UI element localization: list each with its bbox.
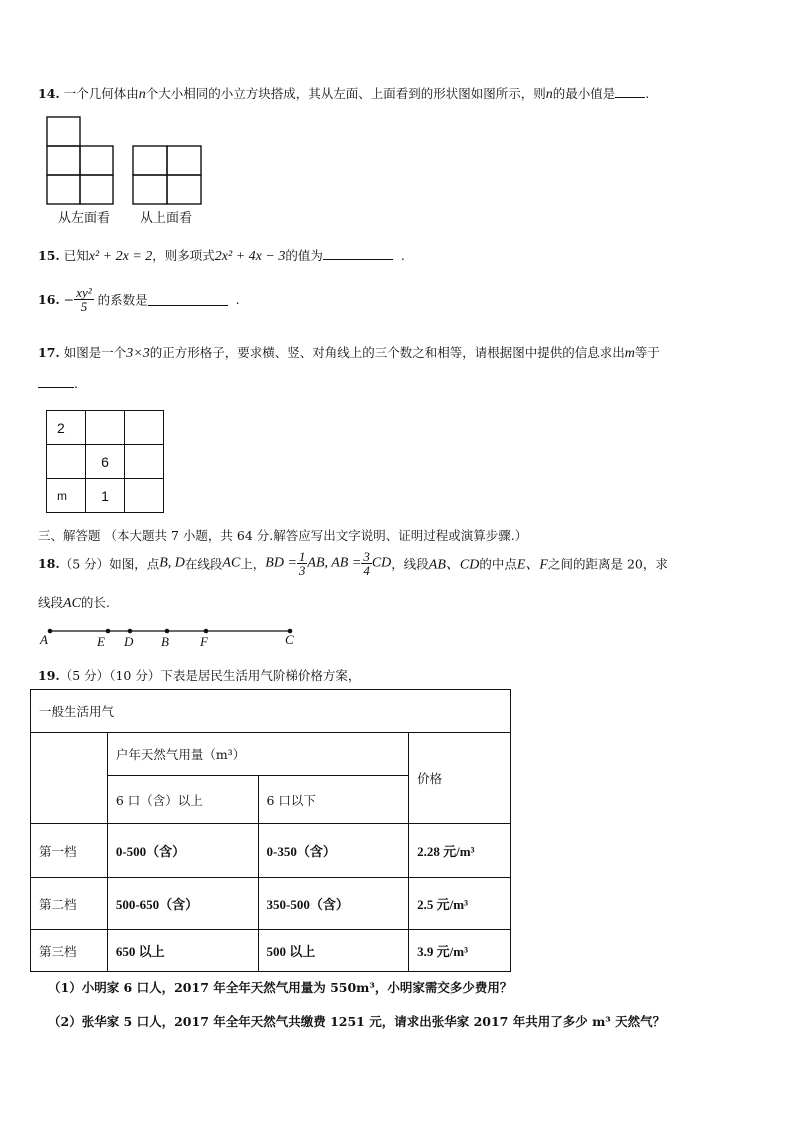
grid-cell: 1 — [86, 479, 125, 513]
q18-eq-mid: AB, AB = — [307, 555, 362, 571]
q18-line2-a: 线段 — [38, 595, 64, 610]
q18-seg-ac: AC — [222, 555, 241, 571]
q15-answer-blank[interactable] — [323, 247, 393, 260]
q18-text-d: ，线段 — [391, 556, 429, 572]
q16-minus: − — [63, 292, 75, 307]
q18-text-f: 之间的距离是 20，求 — [547, 556, 668, 572]
label-e: E — [97, 634, 105, 649]
q14-text-a: 一个几何体由 — [63, 86, 139, 101]
q17-number: 17. — [38, 345, 60, 360]
q18-frac1-den: 3 — [298, 563, 306, 578]
q14-views-figure — [44, 114, 204, 206]
q14-answer-blank[interactable] — [615, 85, 645, 98]
q18-eq-bd: BD = — [265, 555, 297, 571]
q18-text-line2 — [38, 593, 110, 612]
label-a: A — [40, 632, 48, 647]
table-row — [31, 878, 511, 930]
q18-text-c: 上， — [240, 556, 266, 572]
q18-eq-end: CD — [371, 555, 392, 571]
table-title: 一般生活用气 — [31, 690, 511, 733]
range-cell: 0-350（含） — [258, 824, 409, 878]
q19-number: 19. — [38, 668, 60, 683]
q16-number: 16. — [38, 292, 60, 307]
tier-cell: 第二档 — [31, 878, 108, 930]
q17-text-b: 的正方形格子，要求横、竖、对角线上的三个数之和相等，请根据图中提供的信息求出 — [149, 345, 625, 360]
q19-sub1: （1）小明家 6 口人，2017 年全年天然气用量为 550m³，小明家需交多少费用？ — [48, 980, 513, 995]
table-empty-cell — [31, 733, 108, 824]
range-cell: 350-500（含） — [258, 878, 409, 930]
q17-var-m: m — [624, 346, 635, 361]
q18-mids: E、F — [516, 557, 548, 573]
grid-cell: m — [47, 479, 86, 513]
grid-cell — [125, 411, 164, 445]
q18-fraction-1 — [297, 550, 308, 577]
q18-segment-figure — [38, 622, 308, 652]
q17-answer-blank[interactable] — [38, 375, 74, 388]
q17-end: . — [74, 376, 78, 391]
table-row — [31, 930, 511, 972]
q14-var-n: n — [138, 87, 146, 102]
range-cell: 650 以上 — [107, 930, 258, 972]
q15-eq1: x² + 2x = 2 — [88, 249, 153, 264]
q18-segs: AB、CD — [428, 557, 480, 573]
gas-price-table — [30, 689, 511, 972]
q18-score: （5 分） — [59, 556, 110, 572]
q15-number: 15. — [38, 248, 60, 263]
table-row — [31, 824, 511, 878]
q15-text-b: ，则多项式 — [152, 248, 215, 263]
q14-text — [38, 84, 649, 103]
q16-text-body: 的系数是 — [97, 292, 148, 308]
q19-text — [38, 666, 360, 684]
label-b: B — [161, 634, 169, 649]
q17-text-a: 如图是一个 — [63, 345, 127, 360]
q14-text-b: 个大小相同的小立方块搭成，其从左面、上面看到的形状图如图所示，则 — [145, 86, 546, 101]
q16-text — [38, 286, 240, 313]
tier-cell: 第三档 — [31, 930, 108, 972]
q18-text-e: 的中点 — [479, 556, 517, 572]
point-b — [165, 629, 170, 634]
q14-left-view — [47, 117, 113, 204]
section3-title: 三、解答题 — [38, 528, 101, 543]
grid-cell — [47, 445, 86, 479]
range-cell: 500-650（含） — [107, 878, 258, 930]
q16-answer-blank[interactable] — [148, 293, 228, 306]
q17-size: 3×3 — [126, 346, 150, 361]
q18-frac1-num: 1 — [298, 549, 306, 564]
q17-answer-line — [38, 375, 78, 391]
q14-var-n2: n — [545, 87, 553, 102]
grid-cell — [125, 479, 164, 513]
q15-text-c: 的值为 — [285, 248, 323, 263]
q18-line2-seg: AC — [63, 596, 81, 611]
q15-text-a: 已知 — [63, 248, 89, 263]
q19-score2: （10 分） — [109, 668, 161, 683]
price-cell: 2.5 元/m³ — [409, 878, 511, 930]
q14-end: . — [645, 86, 650, 101]
q14-number: 14. — [38, 86, 60, 101]
range-cell: 0-500（含） — [107, 824, 258, 878]
tier-cell: 第一档 — [31, 824, 108, 878]
point-a — [48, 629, 53, 634]
q15-text — [38, 246, 405, 265]
label-c: C — [285, 632, 294, 647]
point-d — [128, 629, 133, 634]
q17-text-c: 等于 — [634, 345, 660, 360]
q18-text — [38, 550, 668, 577]
q14-top-view — [133, 146, 201, 204]
q19-sub2: （2）张华家 5 口人，2017 年全年天然气共缴费 1251 元，请求出张华家 2017 年共用了多少 m³ 天然气？ — [48, 1014, 666, 1029]
q14-text-c: 的最小值是 — [552, 86, 616, 101]
label-f: F — [200, 634, 208, 649]
q17-magic-square — [46, 410, 164, 513]
q14-caption-top: 从上面看 — [140, 211, 193, 226]
q15-end: . — [400, 248, 405, 263]
point-f — [204, 629, 209, 634]
q18-text-a: 如图，点 — [109, 556, 160, 572]
grid-cell — [86, 411, 125, 445]
point-e — [106, 629, 111, 634]
section3-note: （本大题共 7 小题，共 64 分.解答应写出文字说明、证明过程或演算步骤.） — [104, 528, 528, 543]
price-header: 价格 — [409, 733, 511, 824]
price-cell: 3.9 元/m³ — [409, 930, 511, 972]
q15-eq2: 2x² + 4x − 3 — [214, 249, 286, 264]
q16-fraction — [74, 286, 93, 313]
q19-score: （5 分） — [59, 668, 110, 683]
grid-cell — [125, 445, 164, 479]
q18-line2-b: 的长. — [80, 595, 110, 610]
q18-text-b: 在线段 — [184, 556, 223, 572]
q18-frac2-den: 4 — [363, 563, 370, 578]
q14-caption-left: 从左面看 — [58, 211, 111, 226]
q16-end: . — [235, 292, 240, 307]
grid-cell: 2 — [47, 411, 86, 445]
col-header-under-6: 6 口以下 — [258, 776, 409, 824]
range-cell: 500 以上 — [258, 930, 409, 972]
section3-header — [38, 526, 527, 544]
q18-frac2-num: 3 — [363, 549, 370, 564]
price-cell: 2.28 元/m³ — [409, 824, 511, 878]
col-header-6-plus: 6 口（含）以上 — [107, 776, 258, 824]
q19-text-body: 下表是居民生活用气阶梯价格方案， — [160, 668, 361, 683]
q18-number: 18. — [38, 556, 60, 571]
usage-header: 户年天然气用量（m³） — [107, 733, 408, 776]
q17-text — [38, 343, 660, 362]
grid-cell: 6 — [86, 445, 125, 479]
q18-points: B, D — [159, 555, 185, 571]
q16-denominator: 5 — [80, 299, 88, 314]
q16-numerator: xy² — [76, 285, 92, 300]
q18-fraction-2 — [361, 550, 372, 577]
label-d: D — [124, 634, 134, 649]
